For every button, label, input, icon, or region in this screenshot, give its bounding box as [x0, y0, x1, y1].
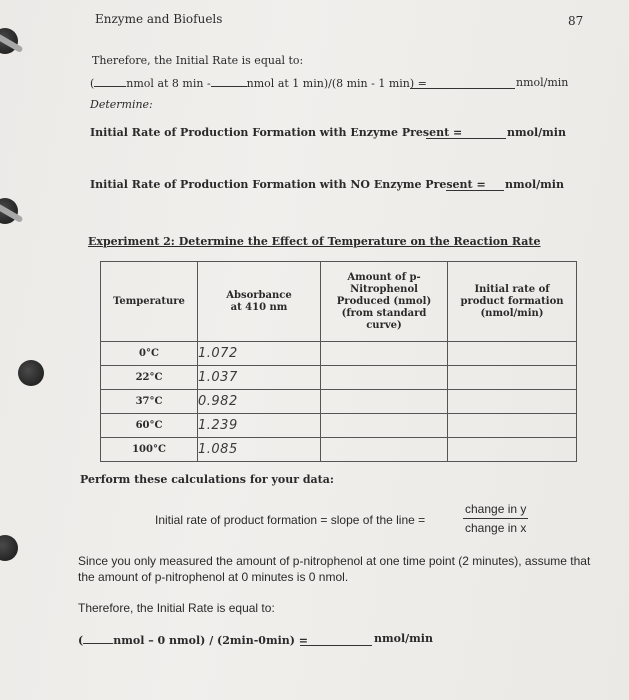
cell-absorbance[interactable]: 1.085 — [198, 438, 321, 462]
formula-unit-top: nmol/min — [516, 76, 569, 89]
slope-fraction — [463, 502, 528, 535]
fraction-denominator: change in x — [465, 521, 527, 535]
page-number: 87 — [568, 14, 584, 28]
formula-part-2: nmol at 1 min)/(8 min - 1 min) = — [246, 77, 427, 90]
binder-hole — [0, 535, 18, 561]
cell-amount[interactable] — [321, 438, 448, 462]
blank-nmol-8min[interactable] — [94, 75, 126, 87]
therefore-text-top: Therefore, the Initial Rate is equal to: — [92, 54, 304, 67]
cell-rate[interactable] — [448, 342, 577, 366]
formula-line-top — [90, 75, 427, 90]
formula-unit-bottom: nmol/min — [374, 632, 433, 645]
table-row — [101, 414, 577, 438]
perform-calculations-heading: Perform these calculations for your data: — [80, 473, 334, 486]
header-rate-text: Initial rate of product formation (nmol/min) — [460, 283, 564, 319]
cell-amount[interactable] — [321, 390, 448, 414]
cell-rate[interactable] — [448, 438, 577, 462]
rate-no-enzyme-label: Initial Rate of Production Formation with NO Enzyme Present = — [90, 178, 486, 191]
therefore-text-bottom: Therefore, the Initial Rate is equal to: — [78, 601, 275, 615]
cell-absorbance[interactable]: 1.072 — [198, 342, 321, 366]
blank-rate-bottom[interactable] — [300, 645, 372, 646]
blank-nmol-bottom[interactable] — [83, 632, 113, 644]
cell-absorbance[interactable]: 1.037 — [198, 366, 321, 390]
cell-temp: 22°C — [101, 366, 198, 390]
header-amount — [321, 262, 448, 342]
table-row — [101, 390, 577, 414]
cell-temp: 0°C — [101, 342, 198, 366]
table-row — [101, 366, 577, 390]
blank-nmol-1min[interactable] — [211, 75, 247, 87]
determine-label: Determine: — [90, 98, 153, 111]
table-row — [101, 438, 577, 462]
cell-absorbance[interactable]: 0.982 — [198, 390, 321, 414]
equation-label: Initial rate of product formation = slope of the line = — [155, 513, 426, 527]
blank-rate-with-enzyme[interactable] — [426, 138, 506, 139]
blank-rate-no-enzyme[interactable] — [446, 190, 504, 191]
table-header-row — [101, 262, 577, 342]
formula-open-paren-bottom: ( — [78, 634, 84, 647]
fraction-numerator: change in y — [463, 502, 528, 519]
cell-amount[interactable] — [321, 414, 448, 438]
formula-part-1: nmol at 8 min - — [126, 77, 211, 90]
header-amount-text: Amount of p-Nitrophenol Produced (nmol) (from standard curve) — [336, 271, 432, 331]
cell-amount[interactable] — [321, 342, 448, 366]
header-temperature: Temperature — [101, 262, 198, 342]
since-text-line-2: the amount of p-nitrophenol at 0 minutes is 0 nmol. — [78, 570, 349, 584]
cell-rate[interactable] — [448, 414, 577, 438]
formula-open-paren: ( — [90, 77, 95, 90]
rate-with-enzyme-unit: nmol/min — [507, 126, 566, 139]
formula-line-bottom — [78, 632, 308, 647]
cell-amount[interactable] — [321, 366, 448, 390]
cell-rate[interactable] — [448, 366, 577, 390]
rate-with-enzyme-label: Initial Rate of Production Formation with Enzyme Present = — [90, 126, 463, 139]
since-text-line-1: Since you only measured the amount of p-nitrophenol at one time point (2 minutes), assume that — [78, 554, 591, 568]
temperature-data-table — [100, 261, 577, 462]
cell-temp: 60°C — [101, 414, 198, 438]
experiment-2-title: Experiment 2: Determine the Effect of Temperature on the Reaction Rate — [88, 235, 541, 248]
header-rate — [448, 262, 577, 342]
table-row — [101, 342, 577, 366]
formula-bottom: nmol – 0 nmol) / (2min-0min) = — [113, 634, 309, 647]
rate-no-enzyme-unit: nmol/min — [505, 178, 564, 191]
cell-rate[interactable] — [448, 390, 577, 414]
header-absorbance-text: Absorbance at 410 nm — [226, 289, 292, 313]
cell-temp: 100°C — [101, 438, 198, 462]
binder-hole — [18, 360, 44, 386]
page-header-title: Enzyme and Biofuels — [95, 12, 223, 26]
cell-temp: 37°C — [101, 390, 198, 414]
blank-formula-result[interactable] — [410, 88, 515, 89]
cell-absorbance[interactable]: 1.239 — [198, 414, 321, 438]
header-absorbance — [198, 262, 321, 342]
